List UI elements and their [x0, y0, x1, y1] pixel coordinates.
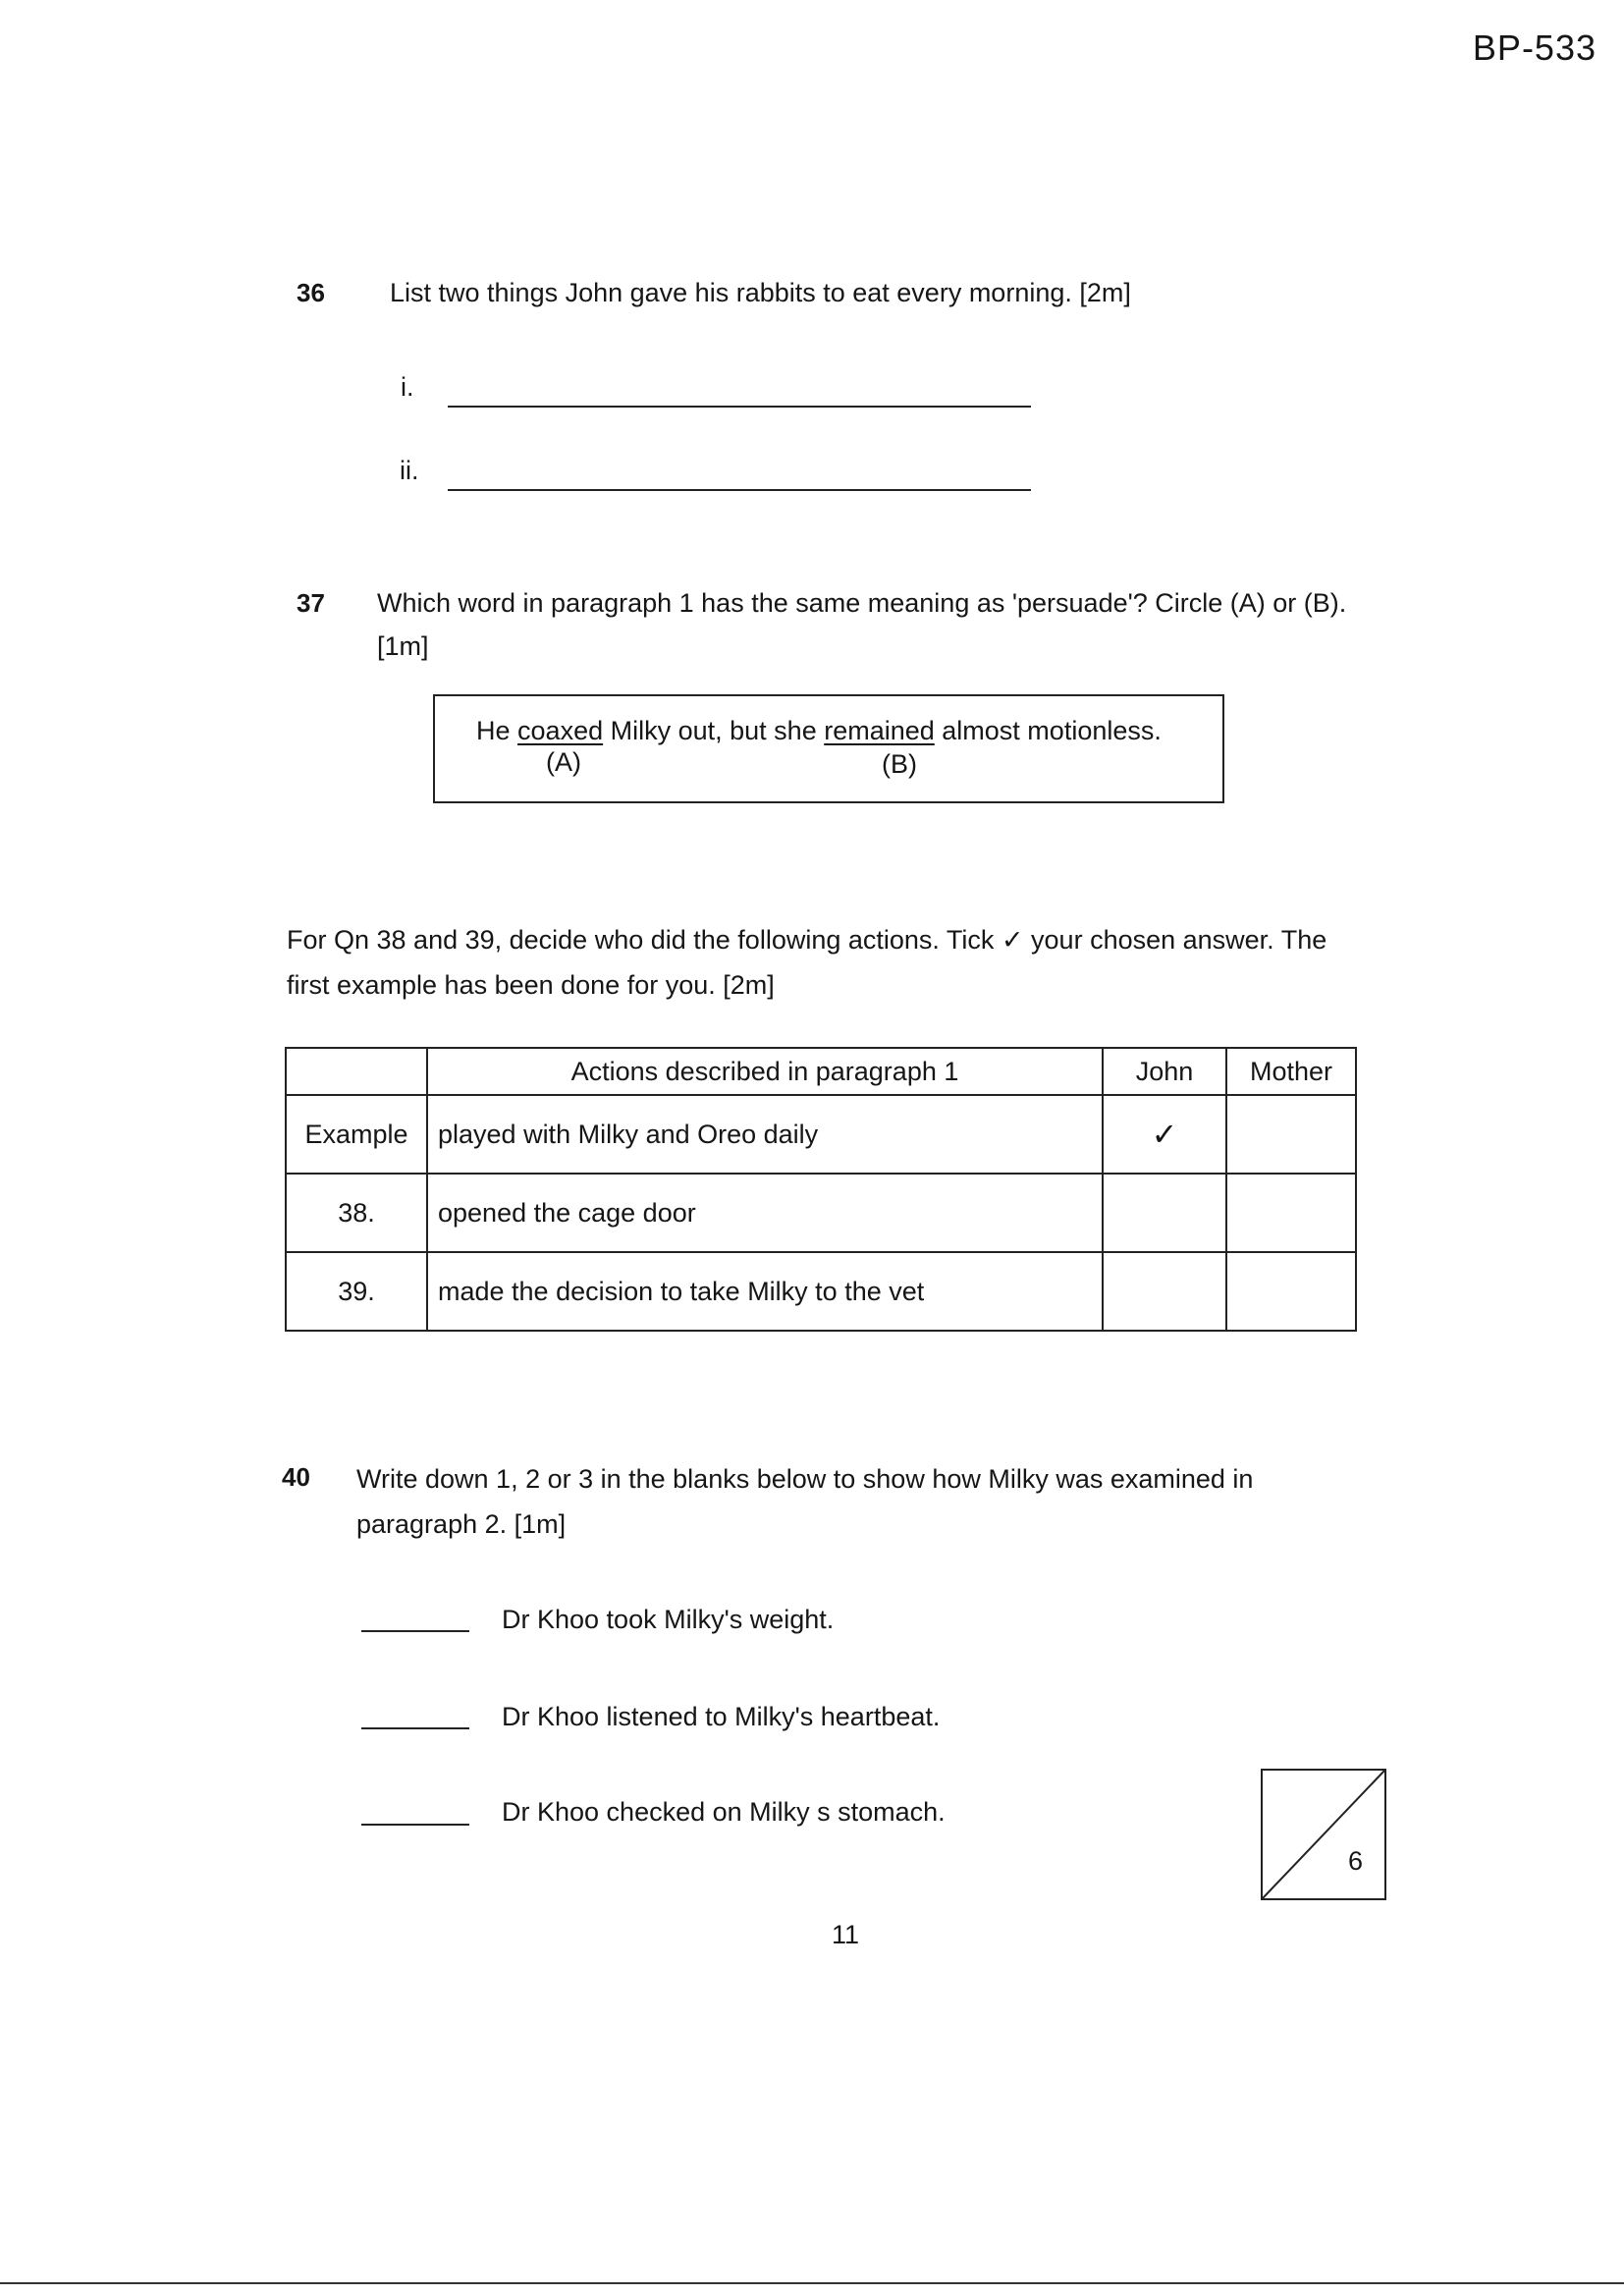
row-action: made the decision to take Milky to the vet: [427, 1252, 1103, 1331]
header-label: [286, 1048, 427, 1095]
q40-number: 40: [282, 1462, 310, 1492]
q37-text: Which word in paragraph 1 has the same meaning as 'persuade'? Circle (A) or (B).: [377, 588, 1347, 618]
q36-text: List two things John gave his rabbits to eat every morning. [2m]: [390, 278, 1131, 307]
table-row-38: [286, 1174, 1356, 1252]
row-label: 39.: [286, 1252, 427, 1331]
q37-sentence-part-1: He: [476, 716, 518, 745]
row-label: Example: [286, 1095, 427, 1174]
q40-answer-blank-2[interactable]: [361, 1727, 469, 1729]
row-label: 38.: [286, 1174, 427, 1252]
option-b-word[interactable]: remained: [824, 716, 935, 745]
table-row-39: [286, 1252, 1356, 1331]
score-box: [1261, 1769, 1386, 1900]
header-mother: Mother: [1226, 1048, 1356, 1095]
q36-number: 36: [297, 278, 325, 307]
q37-sentence-part-2: Milky out, but she: [603, 716, 825, 745]
page-number: 11: [832, 1920, 860, 1949]
mother-tick-cell[interactable]: [1226, 1252, 1356, 1331]
q40-answer-blank-3[interactable]: [361, 1824, 469, 1826]
mother-tick-cell: [1226, 1095, 1356, 1174]
q36-blank-label-2: ii.: [400, 456, 419, 485]
q37-sentence-part-3: almost motionless.: [934, 716, 1162, 745]
table-header-row: [286, 1048, 1356, 1095]
page-bottom-rule: [0, 2282, 1624, 2284]
actions-table: [285, 1047, 1357, 1332]
instruction-line-2: first example has been done for you. [2m]: [287, 970, 775, 1000]
score-box-diagonal: [1263, 1771, 1384, 1898]
score-total: 6: [1347, 1846, 1363, 1876]
q40-item-3: Dr Khoo checked on Milky s stomach.: [502, 1797, 946, 1827]
john-tick-cell[interactable]: [1103, 1252, 1226, 1331]
q40-text-line-2: paragraph 2. [1m]: [356, 1509, 567, 1539]
john-tick-cell: ✓: [1103, 1095, 1226, 1174]
q40-text-line-1: Write down 1, 2 or 3 in the blanks below to show how Milky was examined in: [356, 1464, 1254, 1494]
john-tick-cell[interactable]: [1103, 1174, 1226, 1252]
q40-answer-blank-1[interactable]: [361, 1630, 469, 1632]
mother-tick-cell[interactable]: [1226, 1174, 1356, 1252]
option-a-word[interactable]: coaxed: [517, 716, 604, 745]
q36-answer-line-2[interactable]: [448, 489, 1031, 491]
q37-sentence: [476, 718, 1162, 744]
row-action: opened the cage door: [427, 1174, 1103, 1252]
header-john: John: [1103, 1048, 1226, 1095]
q40-item-2: Dr Khoo listened to Milky's heartbeat.: [502, 1702, 941, 1731]
option-a-label[interactable]: (A): [546, 747, 581, 777]
q36-answer-line-1[interactable]: [448, 406, 1031, 408]
q37-sentence-box: [433, 694, 1224, 803]
document-code: BP-533: [1472, 27, 1597, 68]
header-actions: Actions described in paragraph 1: [427, 1048, 1103, 1095]
option-b-label[interactable]: (B): [882, 749, 917, 779]
q40-item-1: Dr Khoo took Milky's weight.: [502, 1605, 835, 1634]
instruction-line-1: For Qn 38 and 39, decide who did the following actions. Tick ✓ your chosen answer. The: [287, 925, 1327, 955]
q37-marks: [1m]: [377, 631, 429, 661]
q36-blank-label-1: i.: [401, 372, 414, 402]
table-row-example: [286, 1095, 1356, 1174]
q37-number: 37: [297, 588, 325, 618]
row-action: played with Milky and Oreo daily: [427, 1095, 1103, 1174]
